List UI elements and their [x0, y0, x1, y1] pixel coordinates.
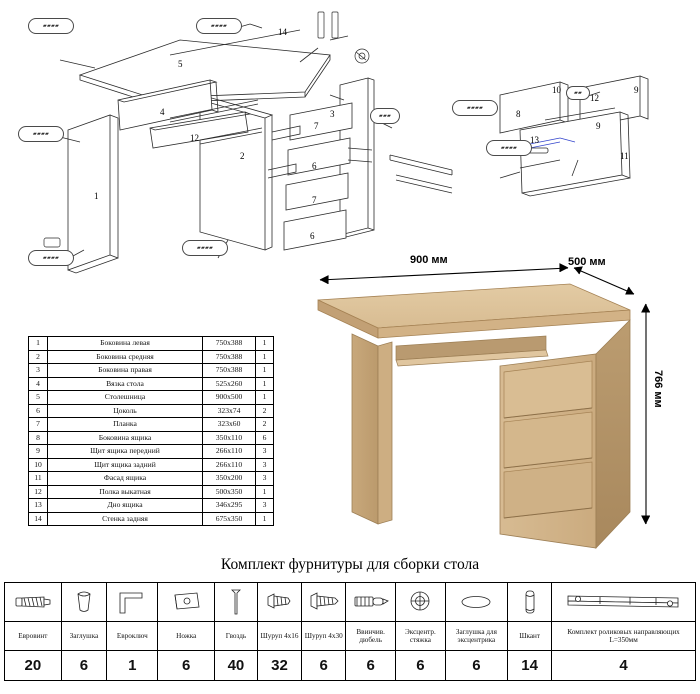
part-number-12: 12	[190, 133, 199, 143]
part-qty: 1	[256, 485, 274, 499]
table-row	[29, 485, 274, 499]
part-qty: 1	[256, 391, 274, 405]
part-number-6: 6	[312, 161, 317, 171]
table-row	[29, 458, 274, 472]
part-qty: 1	[256, 337, 274, 351]
part-index: 3	[29, 364, 48, 378]
hardware-name: Шкант	[507, 622, 551, 651]
part-name: Боковина ящика	[48, 431, 203, 445]
part-size: 350x200	[203, 472, 256, 486]
part-qty: 3	[256, 445, 274, 459]
part-index: 14	[29, 512, 48, 526]
nail-icon	[215, 583, 258, 622]
callout-fastener-drawer: ▰▰▰▰	[452, 100, 498, 116]
hardware-name: Гвоздь	[215, 622, 258, 651]
part-index: 4	[29, 377, 48, 391]
part-index: 11	[29, 472, 48, 486]
part-size: 346x295	[203, 499, 256, 513]
hardware-kit-title: Комплект фурнитуры для сборки стола	[220, 556, 480, 573]
part-name: Полка выкатная	[48, 485, 203, 499]
cap-plug-icon	[61, 583, 107, 622]
callout-fastener-top-left: ▰▰▰▰	[28, 18, 74, 34]
dimension-width-label: 900 мм	[410, 254, 448, 266]
part-name: Фасад ящика	[48, 472, 203, 486]
part-qty: 1	[256, 364, 274, 378]
hardware-qty: 6	[346, 651, 396, 681]
desk-svg	[300, 262, 680, 552]
part-number-3: 3	[330, 109, 335, 119]
hardware-name: Заглушка для эксцентрика	[445, 622, 507, 651]
part-index: 12	[29, 485, 48, 499]
hardware-name: Ввинчив. дюбель	[346, 622, 396, 651]
part-number-7b: 7	[312, 195, 317, 205]
cam-cover-cap-icon	[445, 583, 507, 622]
table-row	[29, 431, 274, 445]
table-row	[29, 499, 274, 513]
table-row	[29, 418, 274, 432]
furniture-foot-icon	[158, 583, 215, 622]
table-row	[29, 404, 274, 418]
callout-fastener-bottom: ▰▰▰▰	[182, 240, 228, 256]
part-qty: 1	[256, 377, 274, 391]
part-index: 9	[29, 445, 48, 459]
part-name: Стенка задняя	[48, 512, 203, 526]
wooden-dowel-icon	[507, 583, 551, 622]
part-size: 750x388	[203, 337, 256, 351]
part-size: 750x388	[203, 364, 256, 378]
part-number-7: 7	[314, 121, 319, 131]
part-index: 5	[29, 391, 48, 405]
parts-list-table	[28, 336, 274, 526]
part-name: Дно ящика	[48, 499, 203, 513]
table-row	[29, 350, 274, 364]
part-name: Боковина правая	[48, 364, 203, 378]
table-row	[29, 391, 274, 405]
part-qty: 2	[256, 404, 274, 418]
part-index: 10	[29, 458, 48, 472]
dimension-height-label: 766 мм	[652, 370, 664, 408]
hardware-name: Евровинт	[5, 622, 62, 651]
part-qty: 6	[256, 431, 274, 445]
hardware-qty: 4	[552, 651, 696, 681]
part-size: 675x350	[203, 512, 256, 526]
callout-fastener-left-lower: ▰▰▰▰	[28, 250, 74, 266]
euro-screw-icon	[5, 583, 62, 622]
cam-lock-icon	[396, 583, 446, 622]
assembled-desk-render	[300, 254, 680, 552]
table-row	[29, 445, 274, 459]
part-name: Щит ящика задний	[48, 458, 203, 472]
part-number-12-right: 12	[590, 93, 599, 103]
part-qty: 3	[256, 499, 274, 513]
part-size: 525x260	[203, 377, 256, 391]
part-number-5: 5	[178, 59, 183, 69]
hardware-qty: 1	[107, 651, 158, 681]
part-index: 7	[29, 418, 48, 432]
part-index: 8	[29, 431, 48, 445]
part-number-6b: 6	[310, 231, 315, 241]
part-name: Столешница	[48, 391, 203, 405]
part-qty: 3	[256, 472, 274, 486]
screw-4x30-icon	[302, 583, 346, 622]
hardware-name: Евроключ	[107, 622, 158, 651]
hardware-name: Ножка	[158, 622, 215, 651]
drawer-slide-icon	[552, 583, 696, 622]
part-number-4: 4	[160, 107, 165, 117]
hardware-name: Шуруп 4х30	[302, 622, 346, 651]
hardware-name: Эксцентр. стяжка	[396, 622, 446, 651]
hardware-name: Комплект роликовых направляющих L=350мм	[552, 622, 696, 651]
screw-4x16-icon	[257, 583, 301, 622]
hardware-qty: 20	[5, 651, 62, 681]
part-size: 500x350	[203, 485, 256, 499]
table-row	[29, 512, 274, 526]
hardware-name: Шуруп 4х16	[257, 622, 301, 651]
hardware-kit-table	[4, 582, 696, 681]
part-size: 323x74	[203, 404, 256, 418]
part-name: Планка	[48, 418, 203, 432]
part-qty: 1	[256, 512, 274, 526]
part-number-10-right: 10	[552, 85, 561, 95]
part-index: 6	[29, 404, 48, 418]
table-row	[29, 472, 274, 486]
part-number-8-right: 8	[516, 109, 521, 119]
callout-fastener-drawer-top: ▰▰	[566, 86, 590, 100]
allen-key-icon	[107, 583, 158, 622]
part-qty: 1	[256, 350, 274, 364]
part-size: 750x388	[203, 350, 256, 364]
hardware-qty: 14	[507, 651, 551, 681]
hardware-qty: 6	[302, 651, 346, 681]
callout-fastener-left-upper: ▰▰▰▰	[18, 126, 64, 142]
part-name: Боковина левая	[48, 337, 203, 351]
part-size: 900x500	[203, 391, 256, 405]
dimension-depth-label: 500 мм	[568, 256, 606, 268]
hardware-qty: 6	[445, 651, 507, 681]
part-number-1: 1	[94, 191, 99, 201]
table-row	[29, 337, 274, 351]
callout-fastener-right-mid: ▰▰▰	[370, 108, 400, 124]
exploded-view-svg	[0, 0, 700, 285]
part-size: 350x110	[203, 431, 256, 445]
part-number-14: 14	[278, 27, 287, 37]
part-qty: 2	[256, 418, 274, 432]
callout-fastener-top-mid: ▰▰▰▰	[196, 18, 242, 34]
hardware-name: Заглушка	[61, 622, 107, 651]
table-row	[29, 364, 274, 378]
part-number-11-right: 11	[620, 151, 629, 161]
part-name: Вязка стола	[48, 377, 203, 391]
exploded-assembly-diagram	[0, 0, 700, 285]
hardware-qty: 32	[257, 651, 301, 681]
part-size: 266x110	[203, 458, 256, 472]
part-index: 13	[29, 499, 48, 513]
hardware-qty: 6	[158, 651, 215, 681]
part-name: Щит ящика передний	[48, 445, 203, 459]
callout-fastener-drawer-lower: ▰▰▰▰	[486, 140, 532, 156]
part-name: Боковина средняя	[48, 350, 203, 364]
part-size: 323x60	[203, 418, 256, 432]
part-number-9-right: 9	[634, 85, 639, 95]
table-row	[29, 377, 274, 391]
hardware-qty: 40	[215, 651, 258, 681]
hardware-qty: 6	[396, 651, 446, 681]
part-size: 266x110	[203, 445, 256, 459]
screw-in-dowel-icon	[346, 583, 396, 622]
part-name: Цоколь	[48, 404, 203, 418]
part-index: 1	[29, 337, 48, 351]
part-qty: 3	[256, 458, 274, 472]
part-number-9b-right: 9	[596, 121, 601, 131]
part-index: 2	[29, 350, 48, 364]
part-number-2: 2	[240, 151, 245, 161]
part-number-13-right: 13	[530, 135, 539, 145]
hardware-qty: 6	[61, 651, 107, 681]
